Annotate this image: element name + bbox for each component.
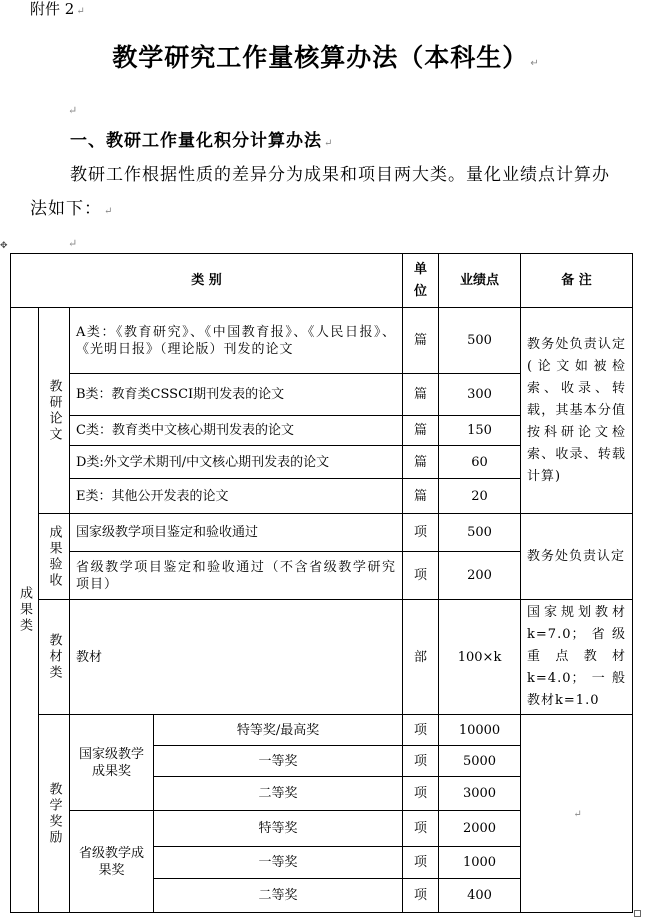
unit-cell: 项 xyxy=(403,879,439,913)
award-level-national: 国家级教学成果奖 xyxy=(70,715,154,811)
header-points: 业绩点 xyxy=(439,254,521,308)
unit-cell: 项 xyxy=(403,777,439,811)
remark-textbook: 国家规划教材k=7.0；省级重点教材k=4.0；一般教材k=1.0 xyxy=(521,600,633,715)
unit-cell: 篇 xyxy=(403,374,439,416)
points-cell: 3000 xyxy=(439,777,521,811)
points-cell: 5000 xyxy=(439,746,521,777)
remark-papers: 教务处负责认定(论文如被检索、收录、转载，其基本分值按科研论文检索、收录、转载计算) xyxy=(521,308,633,514)
remark-acceptance: 教务处负责认定 xyxy=(521,514,633,600)
section-heading: 一、教研工作量化积分计算办法 ↵ xyxy=(70,131,334,151)
header-category: 类 别 xyxy=(11,254,403,308)
item-cell: 一等奖 xyxy=(154,746,403,777)
unit-cell: 项 xyxy=(403,514,439,552)
item-cell: 教材 xyxy=(70,600,403,715)
item-cell: A类：《教育研究》、《中国教育报》、《人民日报》、《光明日报》（理论版）刊发的论文 xyxy=(70,308,403,374)
points-cell: 300 xyxy=(439,374,521,416)
unit-cell: 项 xyxy=(403,811,439,847)
unit-cell: 篇 xyxy=(403,446,439,479)
paragraph-mark: ↵ xyxy=(68,237,78,250)
table-resize-handle[interactable] xyxy=(634,910,641,917)
unit-cell: 篇 xyxy=(403,308,439,374)
workload-table xyxy=(10,253,633,913)
points-cell: 400 xyxy=(439,879,521,913)
subgroup-textbook: 教材类 xyxy=(39,600,70,715)
item-cell: 特等奖/最高奖 xyxy=(154,715,403,746)
points-cell: 10000 xyxy=(439,715,521,746)
item-cell: E类：其他公开发表的论文 xyxy=(70,479,403,514)
page-title: 教学研究工作量核算办法（本科生） ↵ xyxy=(112,43,540,72)
points-cell: 500 xyxy=(439,514,521,552)
unit-cell: 项 xyxy=(403,746,439,777)
subgroup-awards: 教学奖励 xyxy=(39,715,70,913)
unit-cell: 部 xyxy=(403,600,439,715)
item-cell: 国家级教学项目鉴定和验收通过 xyxy=(70,514,403,552)
points-cell: 100×k xyxy=(439,600,521,715)
unit-cell: 项 xyxy=(403,715,439,746)
remark-awards: ↵ xyxy=(521,715,633,913)
unit-cell: 篇 xyxy=(403,416,439,446)
item-cell: C类：教育类中文核心期刊发表的论文 xyxy=(70,416,403,446)
item-cell: 二等奖 xyxy=(154,777,403,811)
item-cell: 一等奖 xyxy=(154,847,403,879)
points-cell: 20 xyxy=(439,479,521,514)
header-unit: 单位 xyxy=(403,254,439,308)
points-cell: 500 xyxy=(439,308,521,374)
item-cell: D类:外文学术期刊/中文核心期刊发表的论文 xyxy=(70,446,403,479)
annex-label: 附件 2 ↵ xyxy=(30,0,85,18)
table-anchor-icon[interactable]: ✥ xyxy=(0,241,8,251)
unit-cell: 篇 xyxy=(403,479,439,514)
points-cell: 1000 xyxy=(439,847,521,879)
subgroup-papers: 教研论文 xyxy=(39,308,70,514)
table-row xyxy=(11,514,633,552)
group-achievements: 成果类 xyxy=(11,308,39,913)
paragraph-mark: ↵ xyxy=(68,104,78,117)
points-cell: 2000 xyxy=(439,811,521,847)
table-row xyxy=(11,308,633,374)
item-cell: 特等奖 xyxy=(154,811,403,847)
item-cell: 二等奖 xyxy=(154,879,403,913)
table-row xyxy=(11,600,633,715)
unit-cell: 项 xyxy=(403,847,439,879)
points-cell: 150 xyxy=(439,416,521,446)
table-row xyxy=(11,715,633,746)
points-cell: 200 xyxy=(439,552,521,600)
subgroup-acceptance: 成果验收 xyxy=(39,514,70,600)
header-remark: 备 注 xyxy=(521,254,633,308)
award-level-provincial: 省级教学成果奖 xyxy=(70,811,154,913)
table-header-row xyxy=(11,254,633,308)
unit-cell: 项 xyxy=(403,552,439,600)
item-cell: B类：教育类CSSCI期刊发表的论文 xyxy=(70,374,403,416)
item-cell: 省级教学项目鉴定和验收通过（不含省级教学研究项目） xyxy=(70,552,403,600)
intro-paragraph: 教研工作根据性质的差异分为成果和项目两大类。量化业绩点计算办法如下： ↵ xyxy=(30,165,610,219)
points-cell: 60 xyxy=(439,446,521,479)
